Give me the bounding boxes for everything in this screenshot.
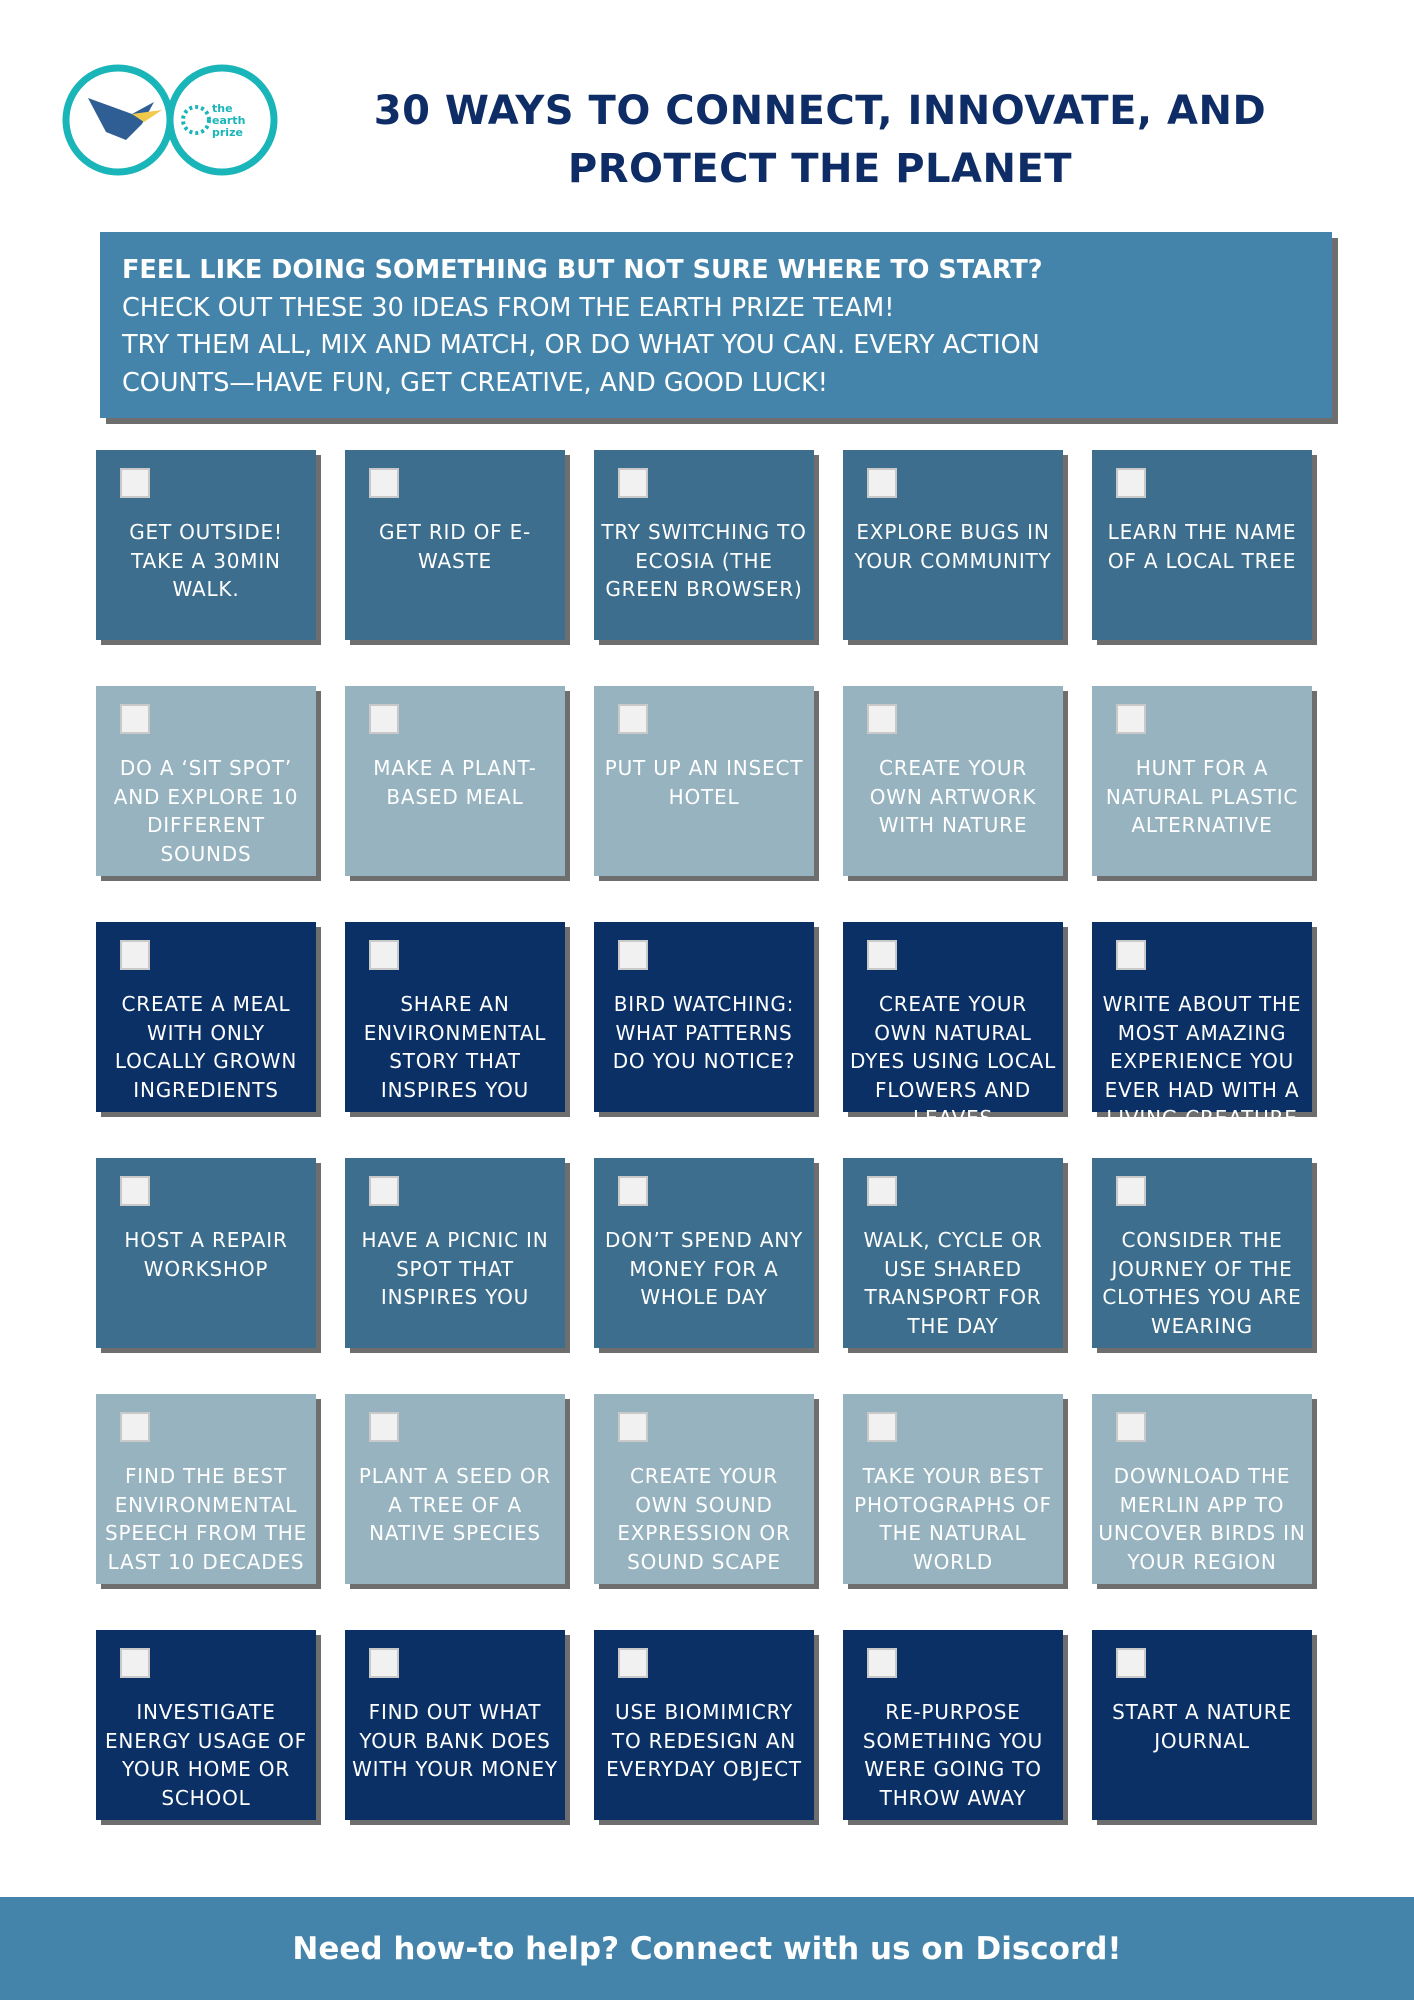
idea-label: PUT UP AN INSECT HOTEL [604, 756, 804, 809]
idea-card [843, 1394, 1063, 1584]
idea-checkbox[interactable] [618, 1648, 648, 1678]
idea-checkbox[interactable] [867, 1176, 897, 1206]
idea-checkbox[interactable] [120, 468, 150, 498]
idea-label: SHARE AN ENVIRONMENTAL STORY THAT INSPIRES YOU [363, 992, 547, 1102]
svg-text:prize: prize [212, 126, 243, 139]
idea-card [594, 1158, 814, 1348]
idea-card [345, 686, 565, 876]
idea-checkbox[interactable] [618, 940, 648, 970]
idea-label: HOST A REPAIR WORKSHOP [124, 1228, 288, 1281]
idea-checkbox[interactable] [867, 1412, 897, 1442]
idea-label: DOWNLOAD THE MERLIN APP TO UNCOVER BIRDS IN YOUR REGION [1098, 1464, 1306, 1574]
idea-checkbox[interactable] [369, 940, 399, 970]
idea-label: CREATE YOUR OWN SOUND EXPRESSION OR SOUND SCAPE [617, 1464, 791, 1574]
idea-label: DO A ‘SIT SPOT’ AND EXPLORE 10 DIFFERENT SOUNDS [113, 756, 299, 866]
idea-card [594, 922, 814, 1112]
idea-checkbox[interactable] [120, 940, 150, 970]
idea-label: LEARN THE NAME OF A LOCAL TREE [1107, 520, 1297, 573]
idea-checkbox[interactable] [867, 468, 897, 498]
idea-label: DON’T SPEND ANY MONEY FOR A WHOLE DAY [604, 1228, 803, 1309]
idea-card [96, 1394, 316, 1584]
idea-label: HAVE A PICNIC IN SPOT THAT INSPIRES YOU [361, 1228, 549, 1309]
idea-label: CREATE YOUR OWN NATURAL DYES USING LOCAL FLOWERS AND LEAVES [849, 992, 1057, 1130]
idea-card [345, 922, 565, 1112]
idea-label: HUNT FOR A NATURAL PLASTIC ALTERNATIVE [1105, 756, 1299, 837]
idea-label: WRITE ABOUT THE MOST AMAZING EXPERIENCE YOU EVER HAD WITH A LIVING CREATURE [1102, 992, 1302, 1130]
idea-card [1092, 1394, 1312, 1584]
svg-text:the: the [212, 102, 233, 115]
idea-card [843, 1630, 1063, 1820]
footer-banner [0, 1897, 1414, 2000]
idea-card [96, 922, 316, 1112]
logo [62, 58, 282, 182]
idea-label: USE BIOMIMICRY TO REDESIGN AN EVERYDAY OBJECT [606, 1700, 802, 1781]
idea-checkbox[interactable] [618, 1176, 648, 1206]
idea-checkbox[interactable] [618, 1412, 648, 1442]
idea-card [843, 922, 1063, 1130]
idea-label: RE-PURPOSE SOMETHING YOU WERE GOING TO THROW AWAY [862, 1700, 1044, 1810]
idea-checkbox[interactable] [369, 1412, 399, 1442]
idea-label: CREATE YOUR OWN ARTWORK WITH NATURE [869, 756, 1037, 837]
idea-checkbox[interactable] [1116, 1648, 1146, 1678]
idea-checkbox[interactable] [120, 1648, 150, 1678]
intro-line-4: COUNTS—HAVE FUN, GET CREATIVE, AND GOOD LUCK! [122, 367, 828, 398]
idea-label: FIND OUT WHAT YOUR BANK DOES WITH YOUR MONEY [352, 1700, 558, 1781]
idea-checkbox[interactable] [1116, 1176, 1146, 1206]
idea-label: BIRD WATCHING: WHAT PATTERNS DO YOU NOTICE? [612, 992, 796, 1073]
idea-card [594, 1630, 814, 1820]
idea-card [594, 450, 814, 640]
idea-card [345, 450, 565, 640]
idea-checkbox[interactable] [1116, 468, 1146, 498]
idea-label: TRY SWITCHING TO ECOSIA (THE GREEN BROWSER) [601, 520, 807, 601]
page-title-line-2: PROTECT THE PLANET [567, 146, 1073, 192]
idea-label: CREATE A MEAL WITH ONLY LOCALLY GROWN INGREDIENTS [114, 992, 298, 1102]
idea-card [96, 1158, 316, 1348]
idea-label: MAKE A PLANT-BASED MEAL [373, 756, 537, 809]
idea-checkbox[interactable] [120, 1176, 150, 1206]
idea-checkbox[interactable] [1116, 1412, 1146, 1442]
idea-card [1092, 450, 1312, 640]
idea-checkbox[interactable] [120, 704, 150, 734]
idea-checkbox[interactable] [1116, 940, 1146, 970]
idea-label: PLANT A SEED OR A TREE OF A NATIVE SPECIES [358, 1464, 552, 1545]
idea-card [1092, 686, 1312, 876]
idea-card [843, 686, 1063, 876]
idea-card [345, 1630, 565, 1820]
idea-card [1092, 1158, 1312, 1348]
idea-checkbox[interactable] [369, 1648, 399, 1678]
idea-card [1092, 922, 1312, 1130]
intro-line-3: TRY THEM ALL, MIX AND MATCH, OR DO WHAT YOU CAN. EVERY ACTION [122, 330, 1040, 360]
idea-label: INVESTIGATE ENERGY USAGE OF YOUR HOME OR SCHOOL [105, 1700, 307, 1810]
idea-checkbox[interactable] [867, 940, 897, 970]
educators-lab-earth-prize-logo [62, 58, 282, 182]
idea-checkbox[interactable] [618, 468, 648, 498]
idea-checkbox[interactable] [369, 1176, 399, 1206]
earth-icon [183, 107, 209, 133]
idea-card [345, 1394, 565, 1584]
idea-label: TAKE YOUR BEST PHOTOGRAPHS OF THE NATURAL WORLD [854, 1464, 1052, 1574]
footer-text: Need how-to help? Connect with us on Discord! [292, 1930, 1122, 1967]
idea-label: FIND THE BEST ENVIRONMENTAL SPEECH FROM THE LAST 10 DECADES [104, 1464, 308, 1574]
idea-label: CONSIDER THE JOURNEY OF THE CLOTHES YOU ARE WEARING [1102, 1228, 1302, 1338]
intro-line-2: CHECK OUT THESE 30 IDEAS FROM THE EARTH PRIZE TEAM! [122, 292, 895, 323]
page-title [330, 82, 1310, 198]
idea-checkbox[interactable] [618, 704, 648, 734]
idea-checkbox[interactable] [867, 704, 897, 734]
page-title-line-1: 30 WAYS TO CONNECT, INNOVATE, AND [373, 88, 1267, 134]
idea-card [96, 1630, 316, 1820]
idea-card [843, 1158, 1063, 1348]
intro-banner [100, 232, 1332, 418]
idea-checkbox[interactable] [369, 704, 399, 734]
idea-label: GET OUTSIDE! TAKE A 30MIN WALK. [129, 520, 283, 601]
idea-label: GET RID OF E-WASTE [378, 520, 532, 573]
idea-card [96, 686, 316, 876]
idea-card [1092, 1630, 1312, 1820]
idea-checkbox[interactable] [369, 468, 399, 498]
idea-card [96, 450, 316, 640]
idea-card [345, 1158, 565, 1348]
idea-card [594, 686, 814, 876]
idea-label: EXPLORE BUGS IN YOUR COMMUNITY [854, 520, 1052, 573]
idea-card [843, 450, 1063, 640]
intro-line-1: FEEL LIKE DOING SOMETHING BUT NOT SURE WHERE TO START? [122, 255, 1043, 285]
idea-label: START A NATURE JOURNAL [1112, 1700, 1292, 1753]
idea-label: WALK, CYCLE OR USE SHARED TRANSPORT FOR THE DAY [863, 1228, 1043, 1338]
idea-checkbox[interactable] [120, 1412, 150, 1442]
idea-checkbox[interactable] [867, 1648, 897, 1678]
idea-card [594, 1394, 814, 1584]
svg-text:earth: earth [212, 114, 246, 127]
idea-checkbox[interactable] [1116, 704, 1146, 734]
